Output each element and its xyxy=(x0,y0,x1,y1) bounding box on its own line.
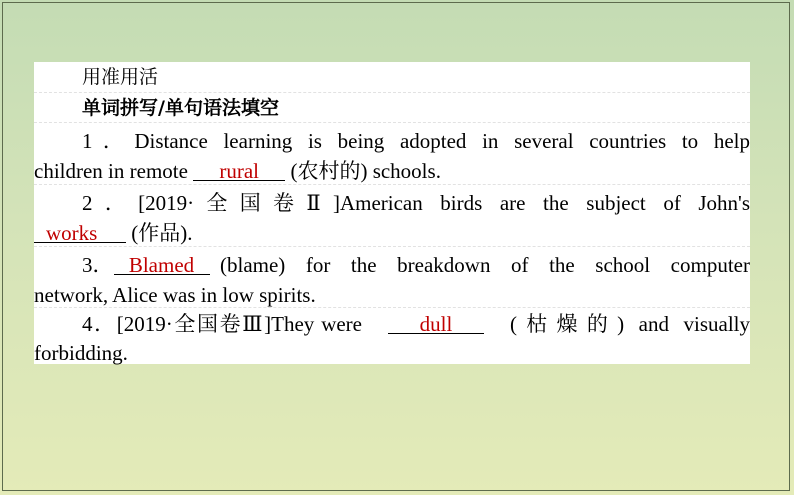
item-1-line-1 xyxy=(34,128,750,154)
answer-text: works xyxy=(46,221,98,245)
answer-blank xyxy=(388,311,484,337)
item-number: 2． xyxy=(82,191,139,215)
rule-line xyxy=(34,246,750,247)
exercise-title: 单词拼写/单句语法填空 xyxy=(82,97,279,119)
item-text: network, Alice was in low spirits. xyxy=(34,283,316,307)
item-text: [2019·全国卷Ⅱ]American birds are the subject of John's xyxy=(138,191,750,215)
item-4-line-1 xyxy=(34,311,750,337)
item-1-line-2 xyxy=(34,158,750,184)
item-4-line-2 xyxy=(34,340,750,366)
item-text: (枯燥的) and visually xyxy=(510,312,750,336)
rule-line xyxy=(34,122,750,123)
item-2-line-1 xyxy=(34,190,750,216)
item-3-line-1 xyxy=(34,252,750,278)
item-3-line-2 xyxy=(34,282,750,308)
answer-text: Blamed xyxy=(128,253,195,277)
answer-blank xyxy=(114,252,210,278)
item-text: (blame) for the breakdown of the school computer xyxy=(220,253,750,277)
section-title: 用准用活 xyxy=(82,66,159,88)
item-2-line-2 xyxy=(34,220,750,246)
rule-line xyxy=(34,184,750,185)
item-text: Distance learning is being adopted in several countries to help xyxy=(134,129,751,153)
item-number: 3． xyxy=(82,253,114,277)
item-text: children in remote xyxy=(34,159,194,183)
item-number: 1． xyxy=(82,129,135,153)
item-text: 4．[2019·全国卷Ⅲ]They were xyxy=(82,312,362,336)
item-number: 4． xyxy=(82,312,117,336)
answer-text: dull xyxy=(419,312,453,336)
item-text: (作品). xyxy=(126,221,193,245)
answer-blank xyxy=(193,158,285,184)
answer-blank xyxy=(34,220,126,246)
item-text: forbidding. xyxy=(34,341,128,365)
answer-text: rural xyxy=(219,159,260,183)
rule-line xyxy=(34,92,750,93)
item-text: (农村的) schools. xyxy=(285,159,441,183)
